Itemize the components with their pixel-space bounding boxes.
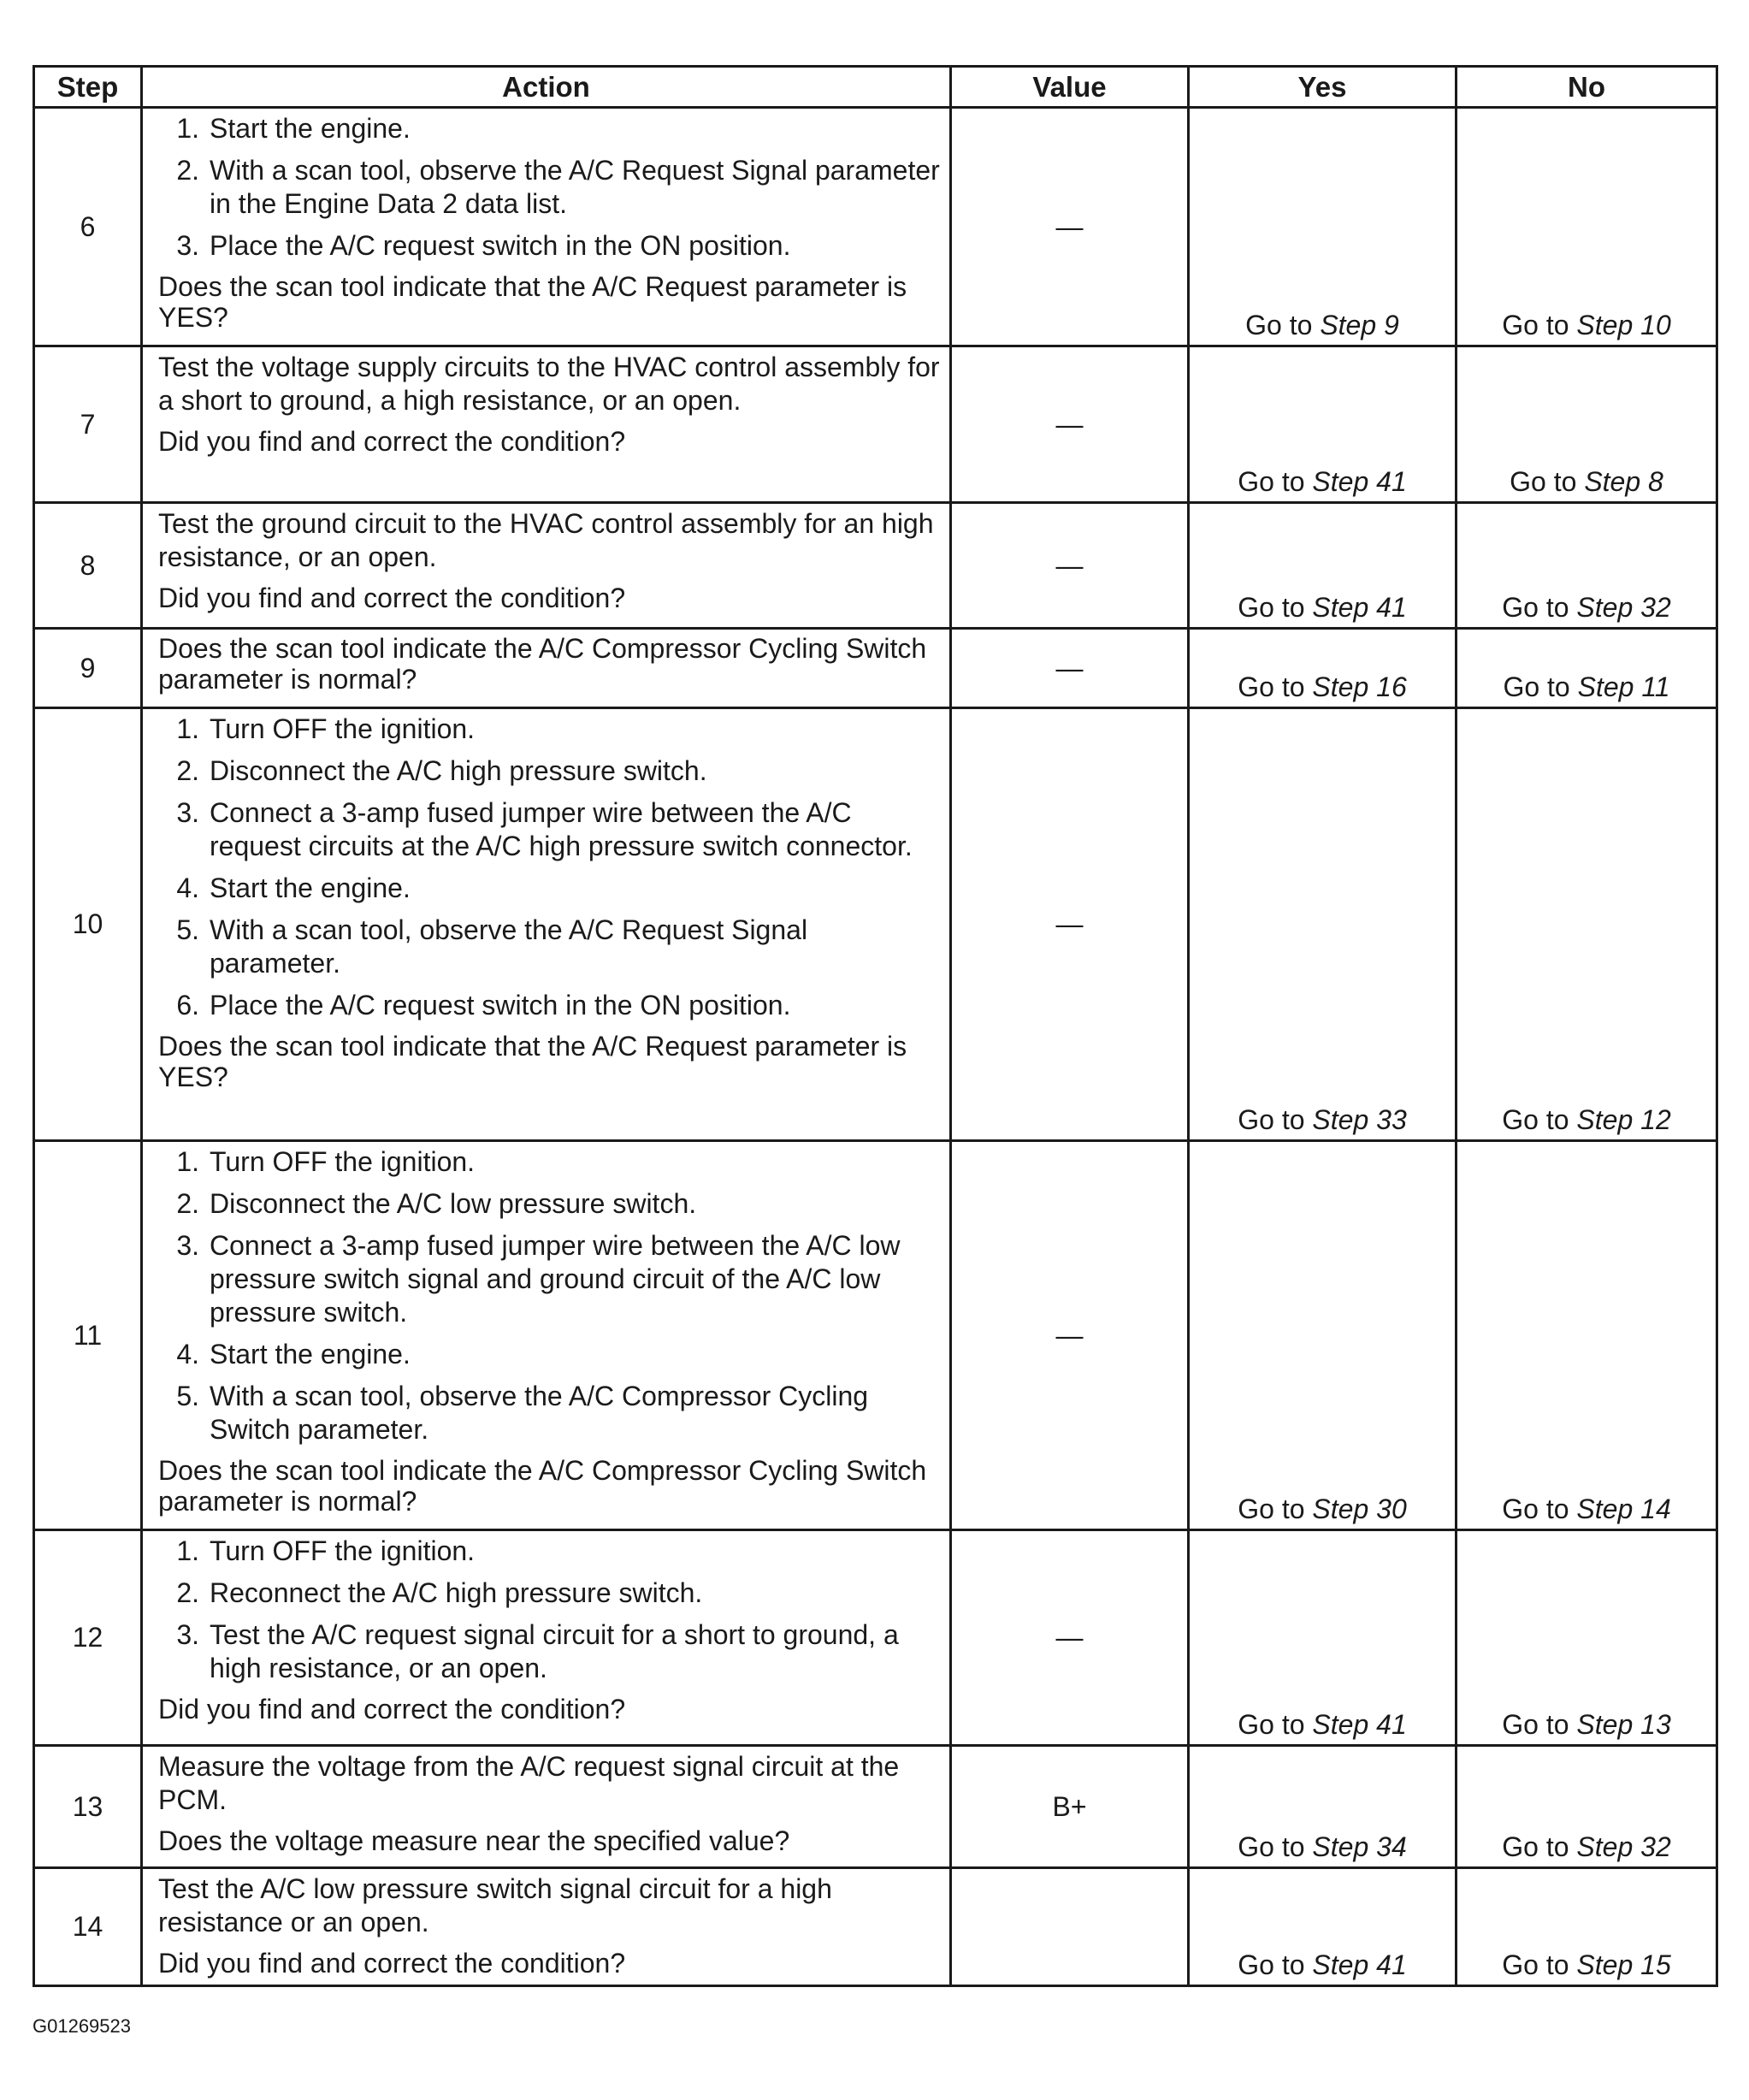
table-row bbox=[34, 708, 1717, 1141]
action-step-number: 6. bbox=[176, 990, 199, 1020]
action-step bbox=[158, 1229, 941, 1329]
goto-prefix: Go to bbox=[1502, 1494, 1569, 1524]
goto-step-ref: Step 41 bbox=[1312, 466, 1407, 497]
goto-no bbox=[1502, 1949, 1670, 1980]
action-cell bbox=[142, 503, 951, 629]
goto-no bbox=[1510, 466, 1663, 497]
action-cell bbox=[142, 1530, 951, 1746]
goto-step-ref: Step 15 bbox=[1576, 1949, 1671, 1980]
no-cell bbox=[1457, 629, 1717, 708]
action-cell bbox=[142, 346, 951, 503]
action-steps bbox=[158, 1145, 941, 1446]
table-row bbox=[34, 346, 1717, 503]
action-step-number: 3. bbox=[176, 1619, 199, 1650]
goto-step-ref: Step 30 bbox=[1312, 1494, 1407, 1524]
yes-cell bbox=[1189, 1746, 1457, 1868]
action-cell bbox=[142, 1746, 951, 1868]
action-step bbox=[158, 154, 941, 221]
header-yes: Yes bbox=[1189, 67, 1457, 108]
action-cell bbox=[142, 708, 951, 1141]
goto-step-ref: Step 12 bbox=[1576, 1104, 1671, 1135]
goto-step-ref: Step 16 bbox=[1312, 671, 1407, 702]
goto-step-ref: Step 10 bbox=[1576, 310, 1671, 340]
header-value: Value bbox=[951, 67, 1189, 108]
step-number: 7 bbox=[34, 346, 142, 503]
table-row bbox=[34, 1746, 1717, 1868]
yes-cell bbox=[1189, 346, 1457, 503]
table-row bbox=[34, 1141, 1717, 1530]
goto-prefix: Go to bbox=[1502, 1949, 1569, 1980]
no-cell bbox=[1457, 708, 1717, 1141]
action-step-number: 2. bbox=[176, 755, 199, 786]
action-step bbox=[158, 112, 941, 145]
action-step bbox=[158, 914, 941, 980]
action-step-text: Place the A/C request switch in the ON position. bbox=[210, 990, 791, 1020]
diagnostic-table bbox=[32, 65, 1718, 1987]
goto-step-ref: Step 9 bbox=[1320, 310, 1399, 340]
action-question: Does the scan tool indicate that the A/C Request parameter is YES? bbox=[158, 1031, 907, 1092]
goto-step-ref: Step 14 bbox=[1576, 1494, 1671, 1524]
action-step-text: Disconnect the A/C high pressure switch. bbox=[210, 755, 707, 786]
value-cell: — bbox=[951, 346, 1189, 503]
goto-yes bbox=[1238, 1709, 1406, 1740]
action-text: Measure the voltage from the A/C request signal circuit at the PCM. bbox=[158, 1751, 900, 1815]
action-step-text: Connect a 3-amp fused jumper wire between the A/C request circuits at the A/C high pressure switch connector. bbox=[210, 797, 913, 861]
goto-step-ref: Step 13 bbox=[1576, 1709, 1671, 1740]
goto-prefix: Go to bbox=[1502, 1831, 1569, 1862]
table-row bbox=[34, 108, 1717, 346]
step-number: 13 bbox=[34, 1746, 142, 1868]
goto-step-ref: Step 32 bbox=[1576, 1831, 1671, 1862]
step-number: 10 bbox=[34, 708, 142, 1141]
action-step bbox=[158, 1338, 941, 1371]
action-step-number: 3. bbox=[176, 797, 199, 828]
goto-yes bbox=[1238, 671, 1406, 702]
action-step bbox=[158, 229, 941, 263]
action-step-text: Reconnect the A/C high pressure switch. bbox=[210, 1577, 703, 1608]
header-action: Action bbox=[142, 67, 951, 108]
goto-yes bbox=[1238, 466, 1406, 497]
goto-no bbox=[1502, 1494, 1670, 1524]
action-text: Test the voltage supply circuits to the HVAC control assembly for a short to ground, a high resistance, or an open. bbox=[158, 352, 940, 416]
action-text: Test the ground circuit to the HVAC control assembly for an high resistance, or an open. bbox=[158, 508, 934, 572]
action-step bbox=[158, 713, 941, 746]
table-row bbox=[34, 503, 1717, 629]
yes-cell bbox=[1189, 629, 1457, 708]
goto-no bbox=[1503, 671, 1669, 702]
header-row bbox=[34, 67, 1717, 108]
action-question: Does the scan tool indicate the A/C Compressor Cycling Switch parameter is normal? bbox=[158, 633, 927, 695]
action-step-text: Turn OFF the ignition. bbox=[210, 1535, 476, 1566]
action-step-text: Start the engine. bbox=[210, 113, 411, 144]
goto-no bbox=[1502, 592, 1670, 623]
action-step bbox=[158, 872, 941, 905]
action-cell bbox=[142, 1868, 951, 1986]
goto-step-ref: Step 11 bbox=[1577, 671, 1670, 702]
action-question: Did you find and correct the condition? bbox=[158, 426, 626, 457]
goto-step-ref: Step 8 bbox=[1584, 466, 1663, 497]
action-step-text: Turn OFF the ignition. bbox=[210, 713, 476, 744]
goto-yes bbox=[1238, 1104, 1406, 1135]
goto-prefix: Go to bbox=[1503, 671, 1570, 702]
action-step-text: Disconnect the A/C low pressure switch. bbox=[210, 1188, 697, 1219]
no-cell bbox=[1457, 1141, 1717, 1530]
action-question: Did you find and correct the condition? bbox=[158, 1694, 626, 1724]
goto-prefix: Go to bbox=[1245, 310, 1313, 340]
table-row bbox=[34, 1868, 1717, 1986]
goto-no bbox=[1502, 1709, 1670, 1740]
step-number: 11 bbox=[34, 1141, 142, 1530]
yes-cell bbox=[1189, 1530, 1457, 1746]
action-step bbox=[158, 989, 941, 1022]
goto-prefix: Go to bbox=[1238, 1104, 1305, 1135]
action-step-text: Test the A/C request signal circuit for a short to ground, a high resistance, or an open. bbox=[210, 1619, 899, 1683]
action-step-number: 2. bbox=[176, 1188, 199, 1219]
goto-yes bbox=[1238, 1949, 1406, 1980]
goto-prefix: Go to bbox=[1238, 1949, 1305, 1980]
action-question: Does the scan tool indicate that the A/C Request parameter is YES? bbox=[158, 271, 907, 333]
action-step-text: Start the engine. bbox=[210, 1339, 411, 1369]
no-cell bbox=[1457, 108, 1717, 346]
step-number: 12 bbox=[34, 1530, 142, 1746]
goto-prefix: Go to bbox=[1238, 466, 1305, 497]
step-number: 6 bbox=[34, 108, 142, 346]
no-cell bbox=[1457, 503, 1717, 629]
action-step-number: 4. bbox=[176, 1339, 199, 1369]
goto-prefix: Go to bbox=[1502, 310, 1569, 340]
action-question: Did you find and correct the condition? bbox=[158, 583, 626, 613]
action-step-number: 1. bbox=[176, 713, 199, 744]
action-step-number: 5. bbox=[176, 1381, 199, 1411]
action-steps bbox=[158, 1535, 941, 1685]
value-cell: — bbox=[951, 108, 1189, 346]
value-cell: — bbox=[951, 1530, 1189, 1746]
action-cell bbox=[142, 1141, 951, 1530]
header-no: No bbox=[1457, 67, 1717, 108]
goto-yes bbox=[1238, 592, 1406, 623]
action-step-text: Start the engine. bbox=[210, 873, 411, 903]
action-cell bbox=[142, 108, 951, 346]
value-cell: — bbox=[951, 708, 1189, 1141]
action-step-number: 1. bbox=[176, 1146, 199, 1177]
no-cell bbox=[1457, 1868, 1717, 1986]
goto-prefix: Go to bbox=[1238, 1494, 1305, 1524]
table-row bbox=[34, 629, 1717, 708]
action-question: Does the voltage measure near the specified value? bbox=[158, 1825, 790, 1856]
goto-step-ref: Step 41 bbox=[1312, 592, 1407, 623]
action-question: Does the scan tool indicate the A/C Compressor Cycling Switch parameter is normal? bbox=[158, 1455, 927, 1517]
action-step-number: 1. bbox=[176, 1535, 199, 1566]
action-step bbox=[158, 1380, 941, 1446]
goto-no bbox=[1502, 1831, 1670, 1862]
goto-step-ref: Step 41 bbox=[1312, 1709, 1407, 1740]
action-step-text: With a scan tool, observe the A/C Compressor Cycling Switch parameter. bbox=[210, 1381, 869, 1445]
goto-prefix: Go to bbox=[1502, 1709, 1569, 1740]
goto-prefix: Go to bbox=[1238, 1709, 1305, 1740]
goto-prefix: Go to bbox=[1502, 1104, 1569, 1135]
no-cell bbox=[1457, 1530, 1717, 1746]
action-step bbox=[158, 1618, 941, 1685]
action-step-text: Place the A/C request switch in the ON position. bbox=[210, 230, 791, 261]
goto-prefix: Go to bbox=[1238, 1831, 1305, 1862]
value-cell: — bbox=[951, 1141, 1189, 1530]
step-number: 14 bbox=[34, 1868, 142, 1986]
action-step-number: 5. bbox=[176, 914, 199, 945]
yes-cell bbox=[1189, 503, 1457, 629]
value-cell: — bbox=[951, 629, 1189, 708]
action-step-text: Turn OFF the ignition. bbox=[210, 1146, 476, 1177]
goto-yes bbox=[1238, 1494, 1406, 1524]
yes-cell bbox=[1189, 1141, 1457, 1530]
action-step bbox=[158, 1187, 941, 1221]
action-steps bbox=[158, 713, 941, 1022]
action-step bbox=[158, 754, 941, 788]
goto-step-ref: Step 34 bbox=[1312, 1831, 1407, 1862]
action-step bbox=[158, 1145, 941, 1179]
action-step bbox=[158, 1535, 941, 1568]
no-cell bbox=[1457, 346, 1717, 503]
yes-cell bbox=[1189, 108, 1457, 346]
goto-no bbox=[1502, 310, 1670, 340]
goto-prefix: Go to bbox=[1502, 592, 1569, 623]
action-step-text: With a scan tool, observe the A/C Request Signal parameter in the Engine Data 2 data list. bbox=[210, 155, 940, 219]
goto-step-ref: Step 41 bbox=[1312, 1949, 1407, 1980]
value-cell: — bbox=[951, 503, 1189, 629]
goto-no bbox=[1502, 1104, 1670, 1135]
action-text: Test the A/C low pressure switch signal circuit for a high resistance or an open. bbox=[158, 1873, 832, 1937]
step-number: 8 bbox=[34, 503, 142, 629]
no-cell bbox=[1457, 1746, 1717, 1868]
action-cell bbox=[142, 629, 951, 708]
action-step-number: 1. bbox=[176, 113, 199, 144]
goto-step-ref: Step 33 bbox=[1312, 1104, 1407, 1135]
action-step bbox=[158, 1576, 941, 1610]
header-step: Step bbox=[34, 67, 142, 108]
action-step bbox=[158, 796, 941, 863]
action-step-text: With a scan tool, observe the A/C Request Signal parameter. bbox=[210, 914, 808, 979]
action-step-number: 3. bbox=[176, 230, 199, 261]
action-step-number: 2. bbox=[176, 1577, 199, 1608]
value-cell bbox=[951, 1868, 1189, 1986]
goto-prefix: Go to bbox=[1238, 592, 1305, 623]
action-step-number: 2. bbox=[176, 155, 199, 186]
table-body bbox=[34, 108, 1717, 1986]
table-row bbox=[34, 1530, 1717, 1746]
figure-id: G01269523 bbox=[32, 2015, 131, 2037]
goto-yes bbox=[1245, 310, 1399, 340]
goto-prefix: Go to bbox=[1238, 671, 1305, 702]
goto-prefix: Go to bbox=[1510, 466, 1577, 497]
step-number: 9 bbox=[34, 629, 142, 708]
action-step-number: 4. bbox=[176, 873, 199, 903]
value-cell: B+ bbox=[951, 1746, 1189, 1868]
action-question: Did you find and correct the condition? bbox=[158, 1948, 626, 1979]
yes-cell bbox=[1189, 708, 1457, 1141]
goto-yes bbox=[1238, 1831, 1406, 1862]
action-step-number: 3. bbox=[176, 1230, 199, 1261]
yes-cell bbox=[1189, 1868, 1457, 1986]
action-steps bbox=[158, 112, 941, 263]
goto-step-ref: Step 32 bbox=[1576, 592, 1671, 623]
action-step-text: Connect a 3-amp fused jumper wire between the A/C low pressure switch signal and ground circuit of the A/C low pressure switch. bbox=[210, 1230, 901, 1328]
